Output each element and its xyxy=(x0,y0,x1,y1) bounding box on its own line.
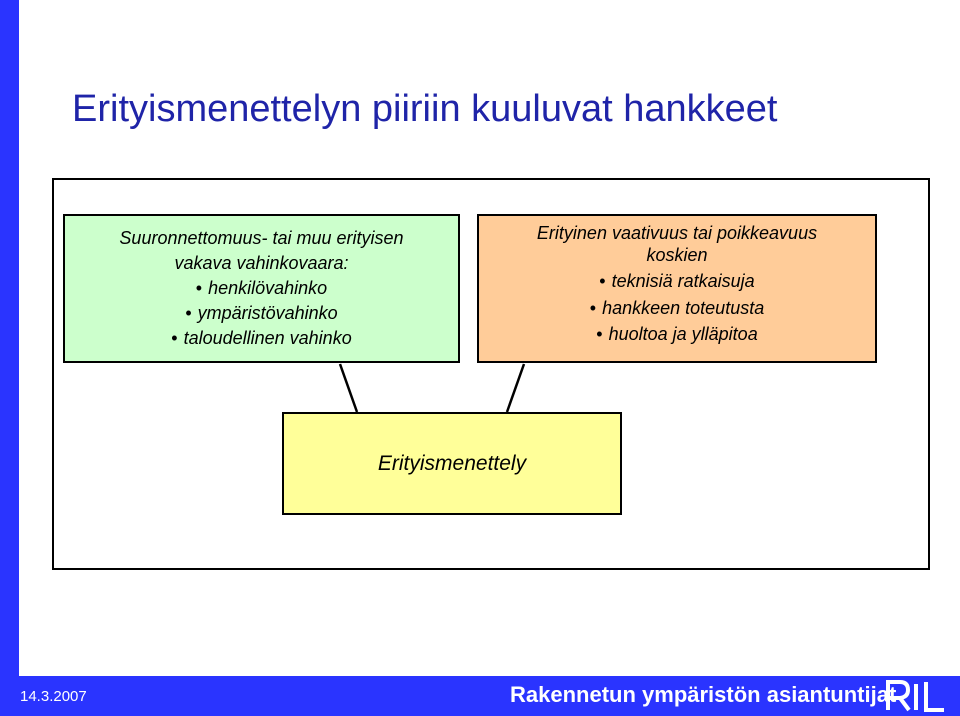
hazard-heading-line1: Suuronnettomuus- tai muu erityisen xyxy=(119,228,404,248)
special-procedure-label: Erityismenettely xyxy=(377,452,527,475)
footer-organization: Rakennetun ympäristön asiantuntijat xyxy=(510,682,897,707)
bullet-icon: • xyxy=(195,278,203,298)
bullet-icon: • xyxy=(599,271,606,291)
complexity-item: • hankkeen toteutusta xyxy=(589,298,765,318)
bullet-icon: • xyxy=(171,328,178,348)
hazard-item: • taloudellinen vahinko xyxy=(171,328,352,348)
left-connector-line xyxy=(340,364,357,412)
bullet-icon: • xyxy=(596,324,603,344)
hazard-heading-line2: vakava vahinkovaara: xyxy=(174,253,349,273)
hazard-criteria-box xyxy=(63,214,460,363)
bullet-icon: • xyxy=(589,298,597,318)
footer-date: 14.3.2007 xyxy=(20,688,87,705)
special-procedure-box xyxy=(282,412,622,515)
complexity-heading-line2: koskien xyxy=(646,245,708,265)
complexity-item: • teknisiä ratkaisuja xyxy=(599,271,755,291)
right-connector-line xyxy=(507,364,524,412)
footer-bar xyxy=(0,676,960,716)
slide-title: Erityismenettelyn piiriin kuuluvat hankkeet xyxy=(72,88,778,130)
complexity-heading-line1: Erityinen vaativuus tai poikkeavuus xyxy=(536,223,818,243)
ril-logo-icon xyxy=(884,678,950,714)
hazard-item: • ympäristövahinko xyxy=(185,303,338,323)
hazard-item: • henkilövahinko xyxy=(195,278,328,298)
complexity-item: • huoltoa ja ylläpitoa xyxy=(596,324,758,344)
bullet-icon: • xyxy=(185,303,192,323)
complexity-criteria-box xyxy=(477,214,877,363)
